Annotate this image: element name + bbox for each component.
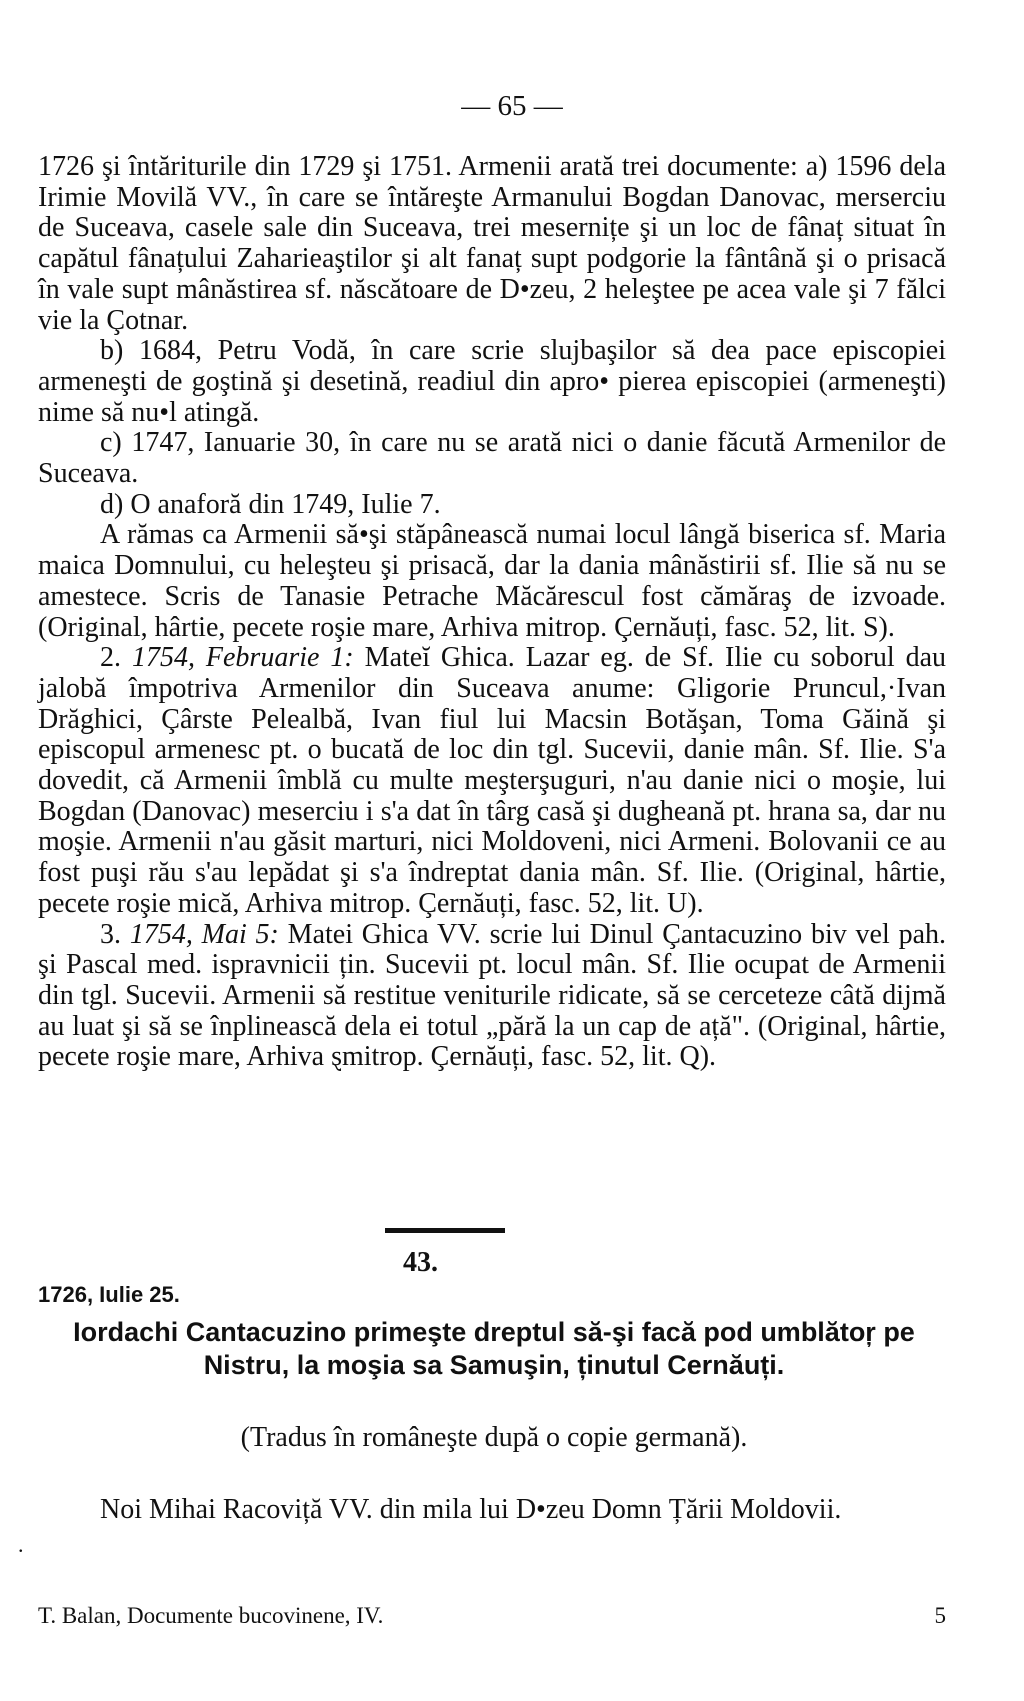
paragraph: A rămas ca Armenii să•şi stăpânească numai locul lângă biserica sf. Maria maica Domnului, cu heleşteu şi prisacă, dar la dania mânăstirii sf. Ilie să nu se amestece. Scris de Tanasie Petrache Măcărescul fost cămăraş de izvoade. (Original, hârtie, pecete roşie mare, Arhiva mitrop. Çernăuți, fasc. 52, lit. S). (38, 519, 946, 643)
document-title: Iordachi Cantacuzino primeşte dreptul să-şi facă pod umblătoŗ pe Nistru, la moşia sa Samuşin, ținutul Cernăuți. (73, 1317, 915, 1380)
paragraph: Noi Mihai Racoviță VV. din mila lui D•zeu Domn Țării Moldovii. (100, 1494, 842, 1525)
section-divider (385, 1228, 505, 1233)
entry-paragraph (38, 643, 946, 919)
entry-text: Matei Ghica VV. scrie lui Dinul Çantacuzino biv vel pah. şi Pascal med. ispravnicii țin. Sucevii pt. locul mân. Sf. Ilie ocupat de Armenii din tgl. Sucevii. Armenii să restitue veniturile ridicate, să se cerceteze câtă dijmă au luat şi să se înplinească dela ei totul „pără la un cap de ață". (Original, hârtie, pecete roşie mare, Arhiva ȿmitrop. Çernăuți, fasc. 52, lit. Q). (38, 918, 946, 1073)
entry-number: 3. (100, 918, 121, 950)
entry-date: 1754, Mai 5: (129, 918, 279, 950)
paragraph: d) O anaforă din 1749, Iulie 7. (100, 488, 441, 520)
paragraph: 1726 şi întăriturile din 1729 şi 1751. Armenii arată trei documente: a) 1596 dela Irimie Movilă VV., în care se întăreşte Armanului Bogdan Danovac, merserciu de Suceava, casele sale din Suceava, trei mesernițe şi un loc de fânaț situat în capătul fânațului Zaharieaştilor şi alt fanaț supt podgorie la fântână şi o prisacă în vale supt mânăstirea sf. născătoare de D•zeu, 2 heleştee pe acea vale şi 7 fălci vie la Çotnar. (38, 151, 946, 336)
footer (38, 1603, 946, 1629)
document-date: 1726, Iulie 25. (38, 1282, 180, 1307)
signature-mark: 5 (934, 1603, 946, 1628)
page-number: — 65 — (461, 90, 563, 122)
entry-date: 1754, Februarie 1: (131, 642, 354, 674)
document-number: 43. (403, 1247, 438, 1278)
margin-mark: . (18, 1532, 24, 1557)
footer-source: T. Balan, Documente bucovinene, IV. (38, 1603, 384, 1628)
entry-paragraph (38, 920, 946, 1074)
entry-number: 2. (100, 642, 121, 674)
document-opening (38, 1494, 946, 1525)
paragraph: b) 1684, Petru Vodă, în care scrie slujbaşilor să dea pace episcopiei armeneşti de goştină şi desetină, readiul din apro• pierea episcopiei (armeneşti) nime să nu•l atingă. (38, 335, 946, 428)
main-text (38, 152, 946, 1073)
paragraph: c) 1747, Ianuarie 30, în care nu se arată nici o danie făcută Armenilor de Suceava. (38, 427, 946, 490)
entry-text: Mateĭ Ghica. Lazar eg. de Sf. Ilie cu soborul dau jalobă împotriva Armenilor din Suceava anume: Gligorie Pruncul,·Ivan Drăghici, Çârste Pelealbă, Ivan fiul lui Macsin Botăşan, Toma Găină şi episcopul armenesc pt. o bucată de loc din tgl. Sucevii, danie mân. Sf. Ilie. S'a dovedit, că Armenii îmblă cu multe meşterşuguri, n'au danie nici o moşie, lui Bogdan (Danovac) meserciu i s'a dat în târg casă şi dugheană pt. hrana sa, dar nu moşie. Armenii n'au găsit marturi, nici Moldoveni, nici Armeni. Bolovanii ce au fost puşi rău s'au lepădat şi s'a îndreptat dania mân. Sf. Ilie. (Original, hârtie, pecete roşie mică, Arhiva mitrop. Çernăuți, fasc. 52, lit. U). (38, 642, 947, 919)
translation-note: (Tradus în româneşte după o copie germană). (240, 1422, 748, 1453)
